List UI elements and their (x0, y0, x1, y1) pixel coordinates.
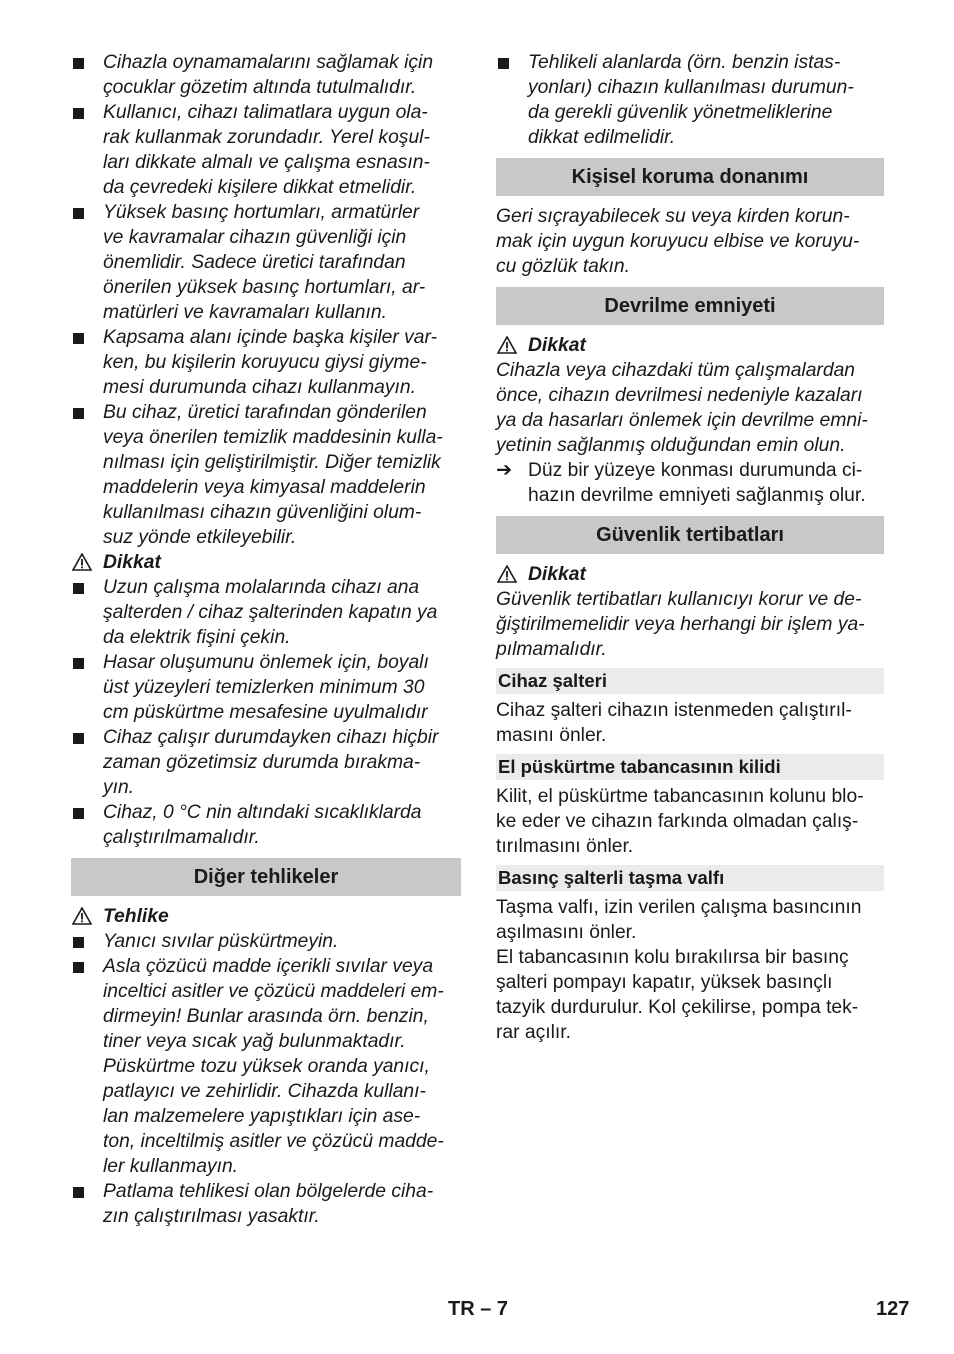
subheading-cihaz-salteri: Cihaz şalteri (496, 668, 884, 694)
text-line: mesi durumunda cihazı kullanmayın. (103, 377, 416, 398)
text-line: yonları) cihazın kullanılması durumun- (528, 77, 854, 98)
text-line: aşılmasını önler. (496, 922, 637, 943)
text-line: ke eder ve cihazın farkında olmadan çalış- (496, 811, 859, 832)
text-line: Cihaz çalışır durumdayken cihazı hiçbir (103, 727, 439, 748)
text-line: masını önler. (496, 725, 607, 746)
text-line: şalterden / cihaz şalterinden kapatın ya (103, 602, 438, 623)
text-line: yetinin sağlanmış olduğundan emin olun. (496, 435, 846, 456)
right-column (496, 50, 884, 1045)
text-line: nılması için geliştirilmiştir. Diğer temizlik (103, 452, 441, 473)
list-item (71, 100, 461, 200)
heading-diger-tehlikeler: Diğer tehlikeler (71, 858, 461, 896)
paragraph-cihaz-salteri (496, 698, 884, 748)
text-line: Patlama tehlikesi olan bölgelerde ciha- (103, 1181, 434, 1202)
warning-dikkat-1: Dikkat (71, 550, 461, 575)
text-line: yın. (103, 777, 135, 798)
text-line: mak için uygun koruyucu elbise ve koruyu- (496, 231, 860, 252)
text-line: cm püskürtme mesafesine uyulmalıdır (103, 702, 428, 723)
warning-dikkat-3: Dikkat (496, 562, 884, 587)
paragraph-devrilme (496, 358, 884, 458)
warning-icon (497, 565, 517, 590)
bullet-square-icon (73, 408, 84, 419)
list-item (71, 929, 461, 954)
warning-icon (497, 336, 517, 361)
warning-tehlike: Tehlike (71, 904, 461, 929)
text-line: Cihaz, 0 °C nin altındaki sıcaklıklarda (103, 802, 422, 823)
text-line: suz yönde etkileyebilir. (103, 527, 297, 548)
text-line: Kullanıcı, cihazı talimatlara uygun ola- (103, 102, 428, 123)
bullet-square-icon (73, 333, 84, 344)
text-line: rak kullanmak zorundadır. Yerel koşul- (103, 127, 430, 148)
text-line: çocuklar gözetim altında tutulmalıdır. (103, 77, 417, 98)
text-line: ken, bu kişilerin koruyucu giysi giyme- (103, 352, 427, 373)
list-item (71, 800, 461, 850)
right-bullet-0 (496, 50, 884, 150)
text-line: El tabancasının kolu bırakılırsa bir basınç (496, 947, 849, 968)
left-bullets-1 (71, 50, 461, 550)
heading-devrilme: Devrilme emniyeti (496, 287, 884, 325)
text-line: ler kullanmayın. (103, 1156, 239, 1177)
text-line: dirmeyin! Bunlar arasında örn. benzin, (103, 1006, 429, 1027)
text-line: Cihazla oynamamalarını sağlamak için (103, 52, 434, 73)
paragraph-kilit (496, 784, 884, 859)
text-line: Cihaz şalteri cihazın istenmeden çalıştırıl- (496, 700, 852, 721)
text-line: ton, inceltilmiş asitler ve çözücü madde- (103, 1131, 444, 1152)
bullet-square-icon (73, 962, 84, 973)
list-item (71, 575, 461, 650)
text-line: ve kavramalar cihazın güvenliği için (103, 227, 407, 248)
text-line: tiner veya sıcak yağ bulunmaktadır. (103, 1031, 406, 1052)
page-number: 127 (876, 1298, 910, 1320)
left-column (71, 50, 461, 1229)
text-line: kullanılması cihazın güvenliğini olum- (103, 502, 422, 523)
list-item (71, 400, 461, 550)
text-line: da gerekli güvenlik yönetmeliklerine (528, 102, 833, 123)
text-line: dikkat edilmelidir. (528, 127, 676, 148)
footer-section: TR – 7 (448, 1298, 509, 1320)
bullet-square-icon (73, 208, 84, 219)
warning-dikkat-2: Dikkat (496, 333, 884, 358)
text-line: pılmamalıdır. (496, 639, 607, 660)
bullet-square-icon (73, 58, 84, 69)
text-line: Püskürtme tozu yüksek oranda yanıcı, (103, 1056, 430, 1077)
text-line: Yüksek basınç hortumları, armatürler (103, 202, 420, 223)
bullet-square-icon (73, 583, 84, 594)
list-item (71, 725, 461, 800)
text-line: Kilit, el püskürtme tabancasının kolunu blo- (496, 786, 864, 807)
text-line: ğiştirilmemelidir veya herhangi bir işlem ya- (496, 614, 865, 635)
text-line: zaman gözetimsiz durumda bırakma- (103, 752, 421, 773)
text-line: Kapsama alanı içinde başka kişiler var- (103, 327, 438, 348)
text-line: da elektrik fişini çekin. (103, 627, 291, 648)
text-line: inceltici asitler ve çözücü maddeleri em- (103, 981, 444, 1002)
text-line: Tehlikeli alanlarda (örn. benzin istas- (528, 52, 841, 73)
list-item (496, 50, 884, 150)
text-line: Bu cihaz, üretici tarafından gönderilen (103, 402, 427, 423)
text-line: Hasar oluşumunu önlemek için, boyalı (103, 652, 429, 673)
text-line: matürleri ve kavramaları kullanın. (103, 302, 387, 323)
text-line: çalıştırılmamalıdır. (103, 827, 260, 848)
paragraph-guvenlik (496, 587, 884, 662)
bullet-square-icon (73, 1187, 84, 1198)
list-item (71, 325, 461, 400)
text-line: şalteri pompayı kapatır, yüksek basınçlı (496, 972, 833, 993)
text-line: Yanıcı sıvılar püskürtmeyin. (103, 931, 339, 952)
paragraph-koruma (496, 204, 884, 279)
bullet-square-icon (498, 58, 509, 69)
bullet-square-icon (73, 733, 84, 744)
bullet-square-icon (73, 658, 84, 669)
text-line: ya da hasarları önlemek için devrilme emni- (496, 410, 868, 431)
list-item (71, 1179, 461, 1229)
heading-kisisel-koruma: Kişisel koruma donanımı (496, 158, 884, 196)
bullet-square-icon (73, 937, 84, 948)
arrow-right-icon: ➔ (496, 460, 513, 481)
text-line: Geri sıçrayabilecek su veya kirden korun- (496, 206, 850, 227)
left-bullets-2 (71, 575, 461, 850)
text-line: Uzun çalışma molalarında cihazı ana (103, 577, 420, 598)
paragraph-tasma-valfi (496, 895, 884, 1045)
text-line: Asla çözücü madde içerikli sıvılar veya (103, 956, 434, 977)
text-line: da çevredeki kişilere dikkat etmelidir. (103, 177, 417, 198)
text-line: maddelerin veya kimyasal maddelerin (103, 477, 426, 498)
arrow-item (496, 458, 884, 508)
bullet-square-icon (73, 108, 84, 119)
heading-guvenlik: Güvenlik tertibatları (496, 516, 884, 554)
text-line: üst yüzeyleri temizlerken minimum 30 (103, 677, 425, 698)
list-item (71, 50, 461, 100)
text-line: ları dikkate almalı ve çalışma esnasın- (103, 152, 430, 173)
left-bullets-3 (71, 929, 461, 1229)
text-line: lan malzemelere yapıştıkları için ase- (103, 1106, 421, 1127)
text-line: önerilen yüksek basınç hortumları, ar- (103, 277, 426, 298)
text-line: tazyik durdurulur. Kol çekilirse, pompa tek- (496, 997, 859, 1018)
text-line: cu gözlük takın. (496, 256, 630, 277)
text-line: zın çalıştırılması yasaktır. (103, 1206, 320, 1227)
text-line: önemlidir. Sadece üretici tarafından (103, 252, 406, 273)
text-line: tırılmasını önler. (496, 836, 634, 857)
text-line: veya önerilen temizlik maddesinin kulla- (103, 427, 443, 448)
list-item (71, 200, 461, 325)
text-line: rar açılır. (496, 1022, 571, 1043)
text-line: patlayıcı ve zehirlidir. Cihazda kullanı- (103, 1081, 426, 1102)
text-line: Taşma valfı, izin verilen çalışma basıncının (496, 897, 862, 918)
list-item (71, 954, 461, 1179)
subheading-tasma-valfi: Basınç şalterli taşma valfı (496, 865, 884, 891)
text-line: önce, cihazın devrilmesi nedeniyle kazaları (496, 385, 863, 406)
subheading-kilit: El püskürtme tabancasının kilidi (496, 754, 884, 780)
text-line: hazın devrilme emniyeti sağlanmış olur. (528, 485, 866, 506)
text-line: Düz bir yüzeye konması durumunda ci- (528, 460, 863, 481)
bullet-square-icon (73, 808, 84, 819)
text-line: Güvenlik tertibatları kullanıcıyı korur ve de- (496, 589, 862, 610)
list-item (71, 650, 461, 725)
text-line: Cihazla veya cihazdaki tüm çalışmalardan (496, 360, 856, 381)
